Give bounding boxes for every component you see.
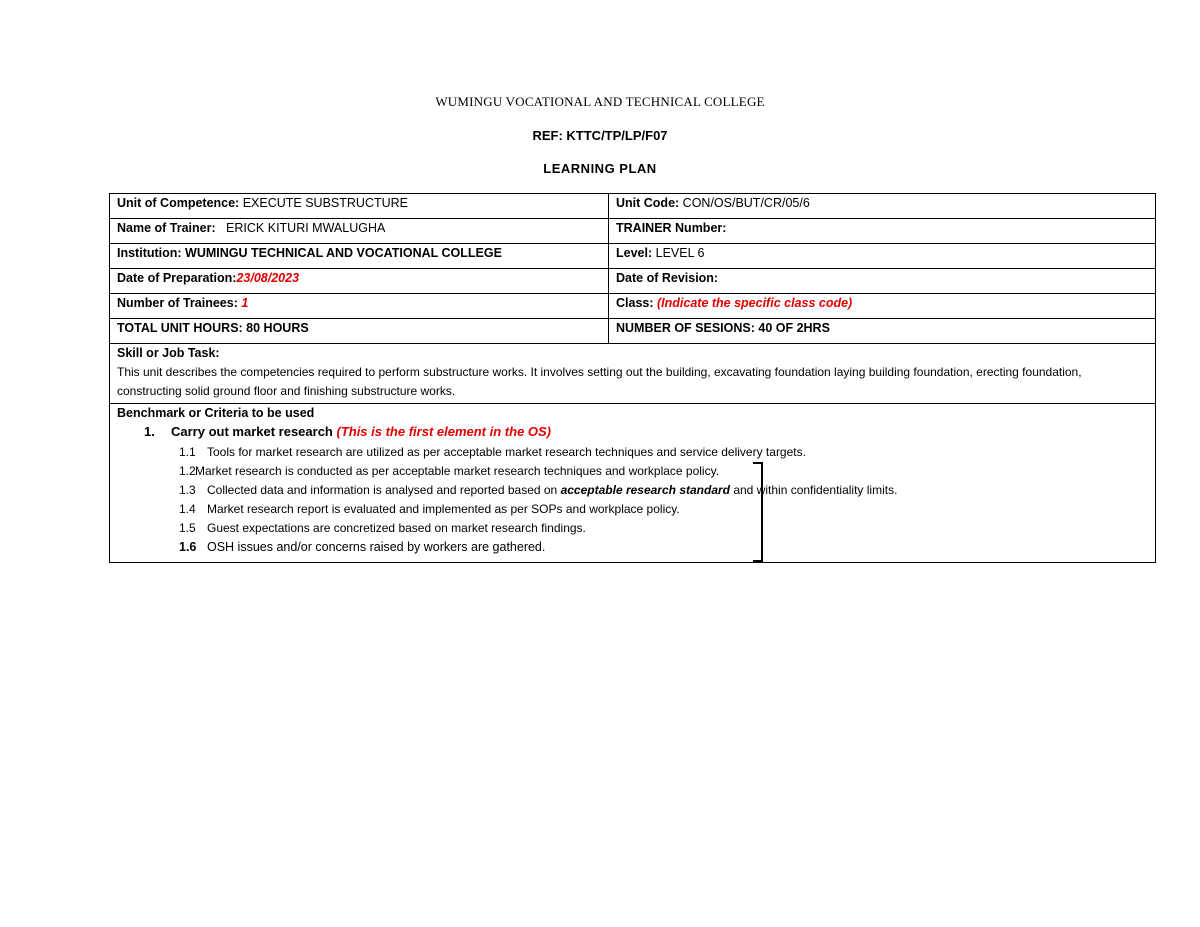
list-item [179,462,1148,481]
criterion-text: OSH issues and/or concerns raised by workers are gathered. [207,540,546,554]
table-row [110,319,1156,344]
college-name: WUMINGU VOCATIONAL AND TECHNICAL COLLEGE [435,94,765,109]
criterion-text: Market research report is evaluated and implemented as per SOPs and workplace policy. [207,502,680,516]
criterion-number: 1.4 [179,502,196,516]
unit-of-competence-value: EXECUTE SUBSTRUCTURE [239,196,409,210]
criterion-number: 1.6 [179,540,197,554]
date-of-revision-cell [609,269,1156,294]
total-unit-hours: TOTAL UNIT HOURS: 80 HOURS [117,321,309,335]
benchmark-cell [110,404,1156,563]
criterion-number: 1.3 [179,483,196,497]
class-cell [609,294,1156,319]
criterion-number: 1.5 [179,521,196,535]
unit-code-value: CON/OS/BUT/CR/05/6 [679,196,810,210]
field-label: Date of Preparation: [117,271,237,285]
number-of-sessions: NUMBER OF SESIONS: 40 OF 2HRS [616,321,830,335]
table-row [110,219,1156,244]
number-of-trainees-cell [110,294,609,319]
page-title: LEARNING PLAN [543,161,657,176]
list-item [179,481,1148,500]
trainer-name-cell [110,219,609,244]
table-row [110,194,1156,219]
number-of-sessions-cell [609,319,1156,344]
element-heading [144,424,1148,439]
table-row [110,244,1156,269]
element-number: 1. [144,424,155,439]
criterion-number: 1.1 [179,445,196,459]
institution-label: Institution: WUMINGU TECHNICAL AND VOCATIONAL COLLEGE [117,246,502,260]
criterion-text: Guest expectations are concretized based on market research findings. [207,521,586,535]
list-item [179,538,1148,562]
class-value: (Indicate the specific class code) [653,296,853,310]
trainer-number-cell [609,219,1156,244]
skill-label: Skill or Job Task: [117,346,220,360]
table-row [110,404,1156,563]
level-cell [609,244,1156,269]
criterion-text: and within confidentiality limits. [730,483,898,497]
list-item [179,519,1148,538]
criterion-text: Collected data and information is analysed and reported based on [207,483,561,497]
date-of-preparation-cell [110,269,609,294]
field-label: Number of Trainees: [117,296,238,310]
learning-plan-table [109,193,1156,563]
table-row [110,294,1156,319]
total-unit-hours-cell [110,319,609,344]
field-label: TRAINER Number: [616,221,727,235]
criterion-text: Market research is conducted as per acceptable market research techniques and workplace policy. [195,464,720,478]
element-title: Carry out market research [171,424,333,439]
skill-description: This unit describes the competencies required to perform substructure works. It involves setting out the building, excavating foundation laying building foundation, erecting foundation, constructing solid ground floor and finishing substructure works. [117,365,1082,398]
field-label: Date of Revision: [616,271,719,285]
criterion-number: 1.2 [179,464,196,478]
list-item [179,500,1148,519]
criteria-bracket [753,462,763,562]
document-ref: REF: KTTC/TP/LP/F07 [532,128,668,143]
trainer-name-value: ERICK KITURI MWALUGHA [215,221,386,235]
criterion-text: Tools for market research are utilized as per acceptable market research techniques and service delivery targets. [207,445,806,459]
table-row [110,269,1156,294]
criterion-emphasis: acceptable research standard [560,483,730,497]
field-label: Unit Code: [616,196,680,210]
field-label: Level: [616,246,653,260]
level-value: LEVEL 6 [652,246,705,260]
number-of-trainees-value: 1 [237,296,249,310]
element-note: (This is the first element in the OS) [336,424,552,439]
table-row [110,344,1156,404]
unit-code-cell [609,194,1156,219]
unit-of-competence-cell [110,194,609,219]
field-label: Class: [616,296,654,310]
field-label: Unit of Competence: [117,196,240,210]
date-of-preparation-value: 23/08/2023 [236,271,300,285]
benchmark-label: Benchmark or Criteria to be used [117,406,315,420]
field-label: Name of Trainer: [117,221,216,235]
list-item [179,443,1148,462]
skill-cell [110,344,1156,404]
institution-cell [110,244,609,269]
